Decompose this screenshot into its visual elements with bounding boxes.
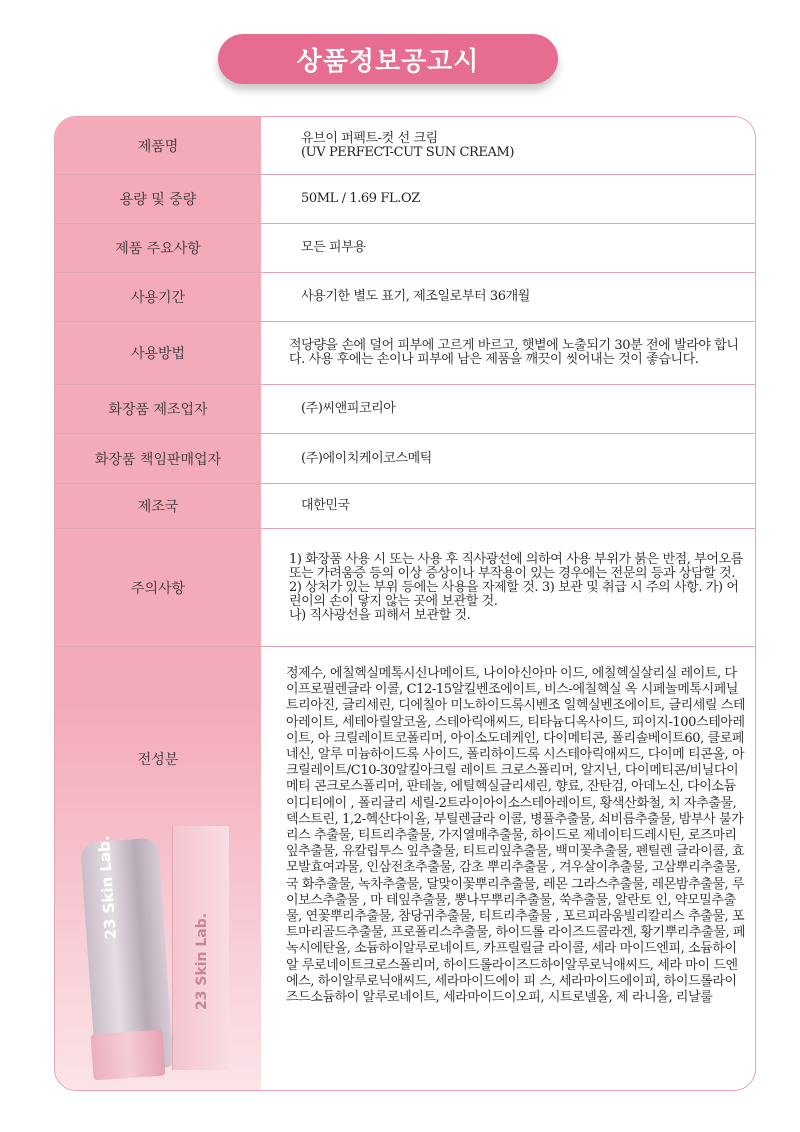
row-main-info — [55, 224, 755, 273]
row-label: 제품명 — [137, 138, 179, 155]
row-country — [55, 484, 755, 529]
row-value: 1) 화장품 사용 시 또는 사용 후 직사광선에 의하여 사용 부위가 붉은 반점, 부어오름 또는 가려움증 등의 이상 증상이나 부작용이 있는 경우에는 전문의 등과 상담할 것. 2) 상처가 있는 부위 등에는 사용을 자제할 것. 3) 보관 및 취급 시 주의 사항. 가) 어린이의 손이 닿지 않는 곳에 보관할 것. 나) 직사광선을 피해서 보관할 것. — [289, 551, 743, 623]
row-value: 정제수, 에칠헥실메톡시신나메이트, 나이아신아마 이드, 에칠헥실살리실 레이트, 다이프로필렌글라 이콜, C12-15알킬벤조에이트, 비스-에칠헥실 옥 시페놀메톡시페닐트리아진, 글리세린, 디에칠아 미노하이드록시벤조 일헥실벤조에이트, 글리세릴 스테아레이트, 세테아릴알코올, 스테아릭애씨드, 티타늄디옥사이드, 피이지-100스테아레이트, 아 크릴레이트코폴리머, 아이소도데케인, 다이메티콘, 폴리솔베이트60, 클로페네신, 알루 미늄하이드록 사이드, 폴리하이드록 시스테아릭애씨드, 다이메 티콘올, 아크릴레이트/C10-30알킬아크릴 레이트 크로스폴리머, 알지닌, 다이메티콘/비닐다이메티 콘크로스폴리머, 판테놀, 에틸헥실글리세린, 향료, 잔탄검, 아데노신, 다이소듐이디티에이 , 폴리글리 세릴-2트라이아이소스테아레이트, 황색산화철, 치 자추출물, 덱스트린, 1,2-헥산다이올, 부틸렌글라 이콜, 병풀추출물, 쇠비름추출물, 밤부사 불가리스 추출물, 티트리추출물, 가지열매추출물, 하이드로 제네이티드레시틴, 로즈마리잎추출물, 유칼립투스 잎추출물, 티트리잎추출물, 백미꽃추출물, 펜틸렌 글라이콜, 효모발효여과물, 인삼전초추출물, 감초 뿌리추출물 , 겨우살이추출물, 고삼뿌리추출물, 국 화추출물, 녹차추출물, 달맞이꽃뿌리추출물, 레몬 그라스추출물, 레몬밤추출물, 루이보스추출물 , 마 테잎추출물, 뽕나무뿌리추출물, 쑥추출물, 알란토 인, 약모밀추출물, 연꽃뿌리추출물, 참당귀추출물, 티트리추출물 , 포르피라움빌리칼리스 추출물, 포 트마리골드추출물, 프로폴리스추출물, 하이드롤 라이즈드콜라겐, 황기뿌리추출물, 페녹시에탄올, 소듐하이알루로네이트, 카프릴릴글 라이콜, 세라 마이드엔피, 소듐하이알 루로네이트크로스폴리머, 하이드롤라이즈드하이알루로닉애씨드, 세라 마이 드엔에스, 하이알루로닉애씨드, 세라마이드에이 피 스, 세라마이드에이피, 하이드롤라이즈드소듐하이 알루로네이트, 세라마이드이오피, 시트로넬올, 제 라니올, 리날룰 — [286, 666, 746, 1006]
row-seller — [55, 434, 755, 484]
row-value-cell — [261, 385, 755, 433]
row-value: (주)씨앤피코리아 — [301, 401, 396, 416]
row-value-cell — [261, 529, 755, 646]
row-value: 유브이 퍼펙트-컷 선 크림 (UV PERFECT-CUT SUN CREAM) — [301, 130, 515, 160]
row-caution — [55, 529, 755, 647]
row-label: 주의사항 — [130, 580, 186, 597]
row-product-name — [55, 117, 755, 175]
row-value: 모든 피부용 — [301, 240, 366, 255]
row-label: 용량 및 중량 — [119, 192, 197, 208]
row-label: 제조국 — [137, 499, 179, 515]
row-value: 50ML / 1.69 FL.OZ — [301, 191, 420, 206]
row-value: 대한민국 — [301, 498, 350, 513]
row-value: (주)에이치케이코스메틱 — [301, 450, 432, 466]
row-value-cell — [261, 273, 755, 321]
row-label: 사용방법 — [130, 346, 186, 362]
page-title: 상품정보공고시 — [296, 46, 480, 77]
product-image — [80, 820, 230, 1080]
row-value-cell — [261, 647, 755, 1090]
row-value-cell — [261, 434, 755, 483]
row-label: 화장품 책임판매업자 — [94, 451, 222, 468]
row-value-cell — [261, 224, 755, 272]
row-value-cell — [261, 484, 755, 528]
row-value-cell — [261, 175, 755, 223]
row-usage — [55, 322, 755, 385]
row-manufacturer — [55, 385, 755, 434]
row-value: 사용기한 별도 표기, 제조일로부터 36개월 — [301, 289, 530, 304]
tube-brand-text: 23 Skin Lab. — [94, 834, 120, 940]
page-title-pill — [218, 34, 558, 84]
row-label: 제품 주요사항 — [115, 241, 201, 257]
row-value-cell — [261, 322, 755, 384]
row-value: 적당량을 손에 덜어 피부에 고르게 바르고, 햇볕에 노출되기 30분 전에 발라야 합니다. 사용 후에는 손이나 피부에 남은 제품을 깨끗이 씻어내는 것이 좋습니다. — [289, 338, 739, 367]
row-period — [55, 273, 755, 322]
box-brand-text: 23 Skin Lab. — [194, 912, 210, 1010]
row-value-cell — [261, 117, 755, 174]
row-capacity — [55, 175, 755, 224]
product-tube-cap — [90, 1030, 165, 1081]
row-label: 화장품 제조업자 — [108, 402, 208, 418]
row-label: 사용기간 — [130, 290, 186, 306]
row-label: 전성분 — [137, 751, 179, 768]
